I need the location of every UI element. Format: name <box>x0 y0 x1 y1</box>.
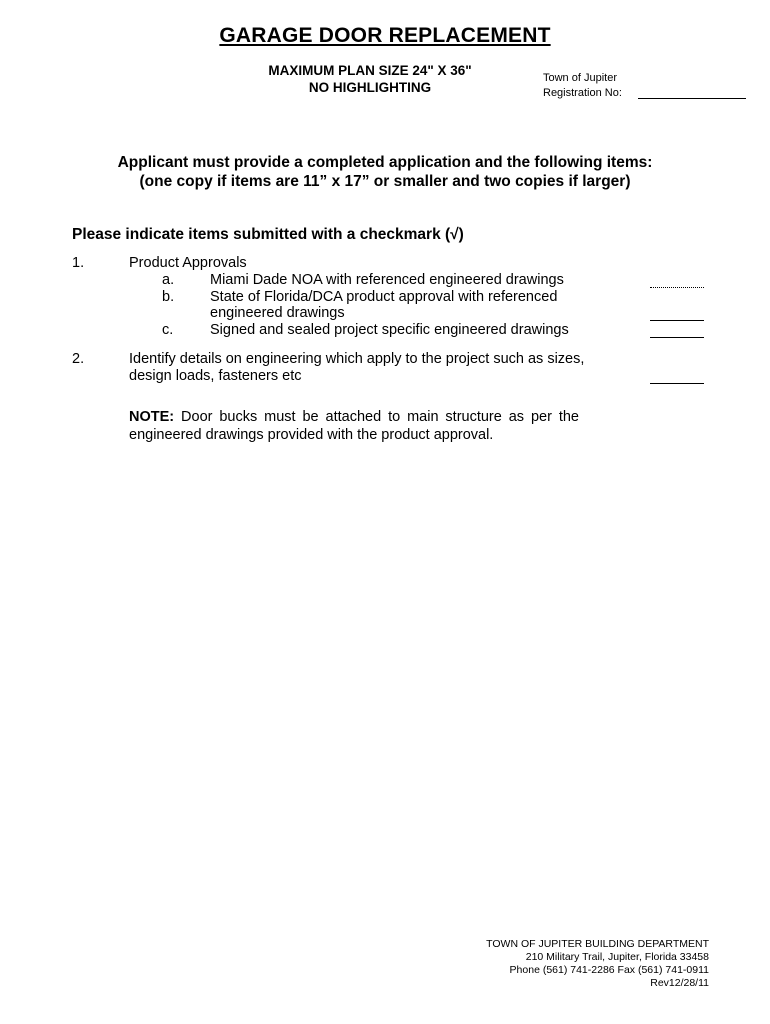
footer-department: TOWN OF JUPITER BUILDING DEPARTMENT <box>486 938 709 950</box>
checkmark-blank-2[interactable] <box>650 383 704 384</box>
item-number-1: 1. <box>72 255 85 271</box>
subitem-text-b-line2: engineered drawings <box>210 305 345 321</box>
subitem-text-a: Miami Dade NOA with referenced engineered drawings <box>210 272 564 288</box>
footer-revision: Rev12/28/11 <box>650 977 709 989</box>
note-paragraph <box>129 408 579 444</box>
requirement-line-1: Applicant must provide a completed application and the following items: <box>117 154 653 171</box>
note-label: NOTE: <box>129 409 175 425</box>
subitem-letter-c: c. <box>162 322 174 338</box>
checkmark-blank-1b[interactable] <box>650 320 704 321</box>
town-label: Town of Jupiter <box>543 72 617 84</box>
checkmark-instruction: Please indicate items submitted with a checkmark (√) <box>72 226 464 243</box>
footer-address: 210 Military Trail, Jupiter, Florida 33458 <box>525 951 709 963</box>
checkmark-blank-1a[interactable] <box>650 287 704 288</box>
requirement-line-2: (one copy if items are 11” x 17” or smaller and two copies if larger) <box>139 173 631 190</box>
note-text: Door bucks must be attached to main structure as per the engineered drawings provided with the product approval. <box>129 409 579 443</box>
registration-label: Registration No: <box>543 87 622 99</box>
page-title: GARAGE DOOR REPLACEMENT <box>219 24 551 47</box>
item-heading-product-approvals: Product Approvals <box>129 255 247 271</box>
subitem-text-b-line1: State of Florida/DCA product approval with referenced <box>210 289 558 305</box>
subitem-letter-a: a. <box>162 272 175 288</box>
item-2-text-line1: Identify details on engineering which apply to the project such as sizes, <box>129 351 585 367</box>
plan-size-text: MAXIMUM PLAN SIZE 24" X 36" <box>268 63 472 78</box>
no-highlighting-text: NO HIGHLIGHTING <box>308 80 432 95</box>
footer-phone: Phone (561) 741-2286 Fax (561) 741-0911 <box>509 964 709 976</box>
registration-number-field[interactable] <box>638 98 746 99</box>
item-2-text-line2: design loads, fasteners etc <box>129 368 302 384</box>
subitem-letter-b: b. <box>162 289 175 305</box>
subitem-text-c: Signed and sealed project specific engineered drawings <box>210 322 569 338</box>
checkmark-blank-1c[interactable] <box>650 337 704 338</box>
item-number-2: 2. <box>72 351 85 367</box>
